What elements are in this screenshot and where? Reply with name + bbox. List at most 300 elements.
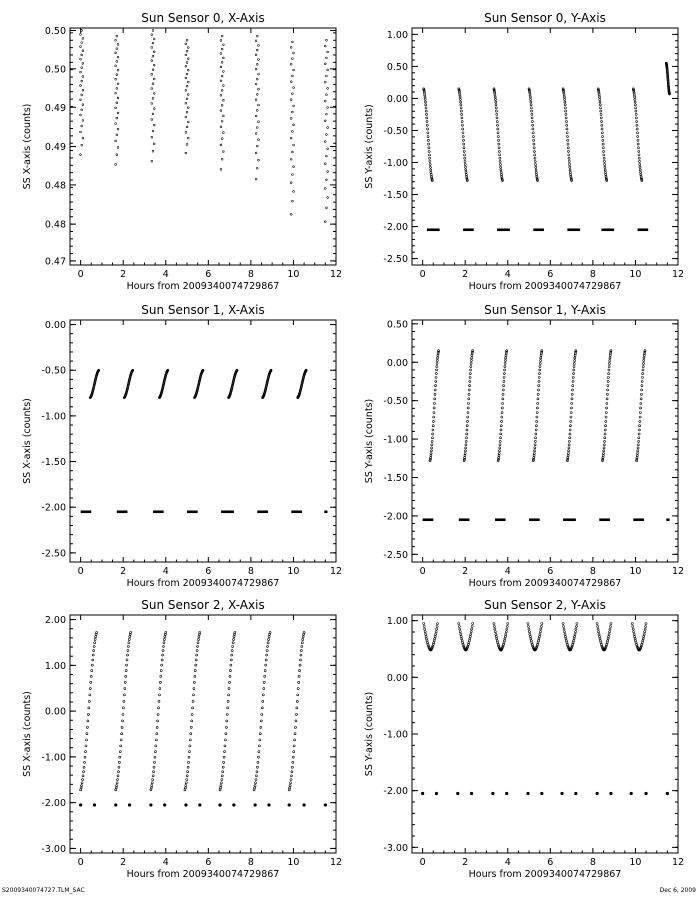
data-point [159, 688, 161, 690]
data-point [576, 623, 578, 625]
data-point [326, 39, 328, 41]
y-tick-label: -1.50 [383, 190, 408, 202]
data-point [539, 631, 541, 633]
data-point [636, 128, 638, 130]
data-point [232, 645, 234, 647]
x-tick-label: 12 [671, 857, 685, 868]
data-point [116, 35, 118, 37]
y-tick-label: -2.00 [383, 786, 408, 798]
data-point [573, 640, 575, 642]
data-point [459, 98, 461, 100]
data-point [151, 73, 153, 75]
data-point [291, 151, 293, 153]
data-point [604, 169, 606, 171]
data-point [222, 151, 224, 153]
data-point [294, 733, 296, 735]
data-point [601, 121, 603, 123]
data-point [290, 158, 292, 160]
plot-frame [70, 28, 336, 265]
data-point [494, 628, 496, 630]
data-point [534, 154, 536, 156]
data-point [185, 152, 187, 154]
data-point [123, 700, 125, 702]
data-point [116, 117, 118, 119]
data-point [82, 137, 84, 139]
data-point [469, 380, 471, 382]
data-point [460, 104, 462, 106]
data-point [192, 700, 194, 702]
data-point [154, 756, 156, 758]
data-point [224, 739, 226, 741]
data-point [570, 407, 572, 409]
data-point [609, 628, 611, 630]
data-point [431, 440, 433, 442]
data-point [197, 645, 199, 647]
data-point [532, 128, 534, 130]
baseline-point [666, 792, 669, 795]
data-point [502, 393, 504, 395]
data-point [262, 700, 264, 702]
data-point [428, 143, 430, 145]
data-point [609, 360, 611, 362]
data-point [426, 121, 428, 123]
baseline-point [491, 792, 494, 795]
data-point [533, 143, 535, 145]
data-point [644, 628, 646, 630]
data-point [642, 373, 644, 375]
data-point [565, 113, 567, 115]
data-point [430, 452, 432, 454]
data-point [498, 147, 500, 149]
data-point [497, 128, 499, 130]
data-point [295, 720, 297, 722]
x-axis-label: Hours from 2009340074729867 [126, 281, 280, 292]
data-point [290, 99, 292, 101]
data-point [432, 429, 434, 431]
data-point [266, 650, 268, 652]
data-point [291, 766, 293, 768]
data-point [256, 145, 258, 147]
data-point [606, 407, 608, 409]
data-point [601, 128, 603, 130]
data-point [185, 65, 187, 67]
data-point [540, 628, 542, 630]
data-point [157, 720, 159, 722]
data-point [197, 638, 199, 640]
data-point [461, 117, 463, 119]
baseline-point [609, 792, 612, 795]
data-point [291, 93, 293, 95]
data-point [564, 101, 566, 103]
data-point [598, 631, 600, 633]
data-point [430, 450, 432, 452]
data-point [160, 670, 162, 672]
data-point [268, 636, 270, 638]
data-point [158, 694, 160, 696]
data-point [644, 631, 646, 633]
data-point [500, 166, 502, 168]
data-point [265, 664, 267, 666]
data-point [599, 636, 601, 638]
data-point [126, 654, 128, 656]
data-point [532, 132, 534, 134]
data-point [458, 623, 460, 625]
data-point [503, 380, 505, 382]
data-point [607, 638, 609, 640]
data-point [539, 369, 541, 371]
data-point [463, 147, 465, 149]
x-tick-label: 2 [462, 857, 469, 868]
data-point [184, 787, 186, 789]
data-point [538, 373, 540, 375]
data-point [499, 160, 501, 162]
data-point [156, 726, 158, 728]
x-tick-label: 0 [419, 566, 426, 577]
data-point [603, 450, 605, 452]
data-point [258, 751, 260, 753]
data-point [469, 373, 471, 375]
data-point [324, 45, 326, 47]
data-point [221, 138, 223, 140]
data-point [575, 350, 577, 352]
data-point [115, 39, 117, 41]
data-point [228, 694, 230, 696]
data-point [637, 136, 639, 138]
data-point [461, 113, 463, 115]
data-point [298, 675, 300, 677]
data-point [223, 756, 225, 758]
data-point [568, 154, 570, 156]
data-point [80, 154, 82, 156]
data-point [259, 739, 261, 741]
data-point [605, 425, 607, 427]
data-point [569, 166, 571, 168]
x-tick-label: 8 [247, 269, 254, 280]
data-point [461, 124, 463, 126]
data-point [604, 433, 606, 435]
data-point [432, 425, 434, 427]
data-point [82, 778, 84, 780]
y-tick-label: -0.50 [41, 365, 66, 377]
y-tick-label: 0.50 [386, 61, 408, 73]
data-point [222, 115, 224, 117]
y-tick-label: -1.00 [41, 411, 66, 423]
data-point [260, 726, 262, 728]
data-point [262, 694, 264, 696]
baseline-point [456, 792, 459, 795]
data-point [426, 117, 428, 119]
data-point [290, 47, 292, 49]
data-point [327, 51, 329, 53]
data-point [326, 75, 328, 77]
chart-panel-2 [22, 303, 342, 589]
data-point [124, 688, 126, 690]
data-point [609, 625, 611, 627]
data-point [326, 113, 328, 115]
data-point [638, 157, 640, 159]
data-point [428, 147, 430, 149]
chart-title: Sun Sensor 2, X-Axis [141, 598, 265, 612]
data-point [500, 169, 502, 171]
data-point [428, 150, 430, 152]
data-point [290, 213, 292, 215]
data-point [255, 133, 257, 135]
data-point [645, 625, 647, 627]
data-point [187, 58, 189, 60]
data-point [607, 385, 609, 387]
data-point [164, 636, 166, 638]
data-point [496, 117, 498, 119]
data-point [162, 650, 164, 652]
data-point [636, 132, 638, 134]
y-axis-label: SS X-axis (counts) [22, 103, 33, 190]
data-point [569, 163, 571, 165]
baseline-point [163, 803, 166, 806]
x-axis-label: Hours from 2009340074729867 [468, 281, 622, 292]
data-point [125, 670, 127, 672]
data-point [116, 48, 118, 50]
data-point [324, 100, 326, 102]
data-point [219, 787, 221, 789]
data-point [469, 385, 471, 387]
data-point [530, 638, 532, 640]
data-point [502, 398, 504, 400]
data-point [428, 154, 430, 156]
y-tick-label: 2.00 [44, 615, 66, 627]
data-point [160, 675, 162, 677]
data-point [81, 94, 83, 96]
data-point [224, 751, 226, 753]
data-point [255, 152, 257, 154]
x-tick-label: 4 [162, 269, 169, 280]
data-point [425, 633, 427, 635]
data-point [493, 625, 495, 627]
data-point [85, 745, 87, 747]
data-point [531, 113, 533, 115]
y-tick-label: -2.50 [383, 254, 408, 266]
y-tick-label: 0.48 [44, 219, 66, 231]
data-point [293, 166, 295, 168]
data-point [194, 670, 196, 672]
data-point [292, 761, 294, 763]
data-point [326, 134, 328, 136]
data-point [220, 53, 222, 55]
data-point [222, 71, 224, 73]
data-point [534, 447, 536, 449]
data-point [186, 85, 188, 87]
data-point [289, 785, 291, 787]
data-point [87, 720, 89, 722]
data-point [529, 636, 531, 638]
data-point [564, 636, 566, 638]
data-point [121, 726, 123, 728]
data-point [569, 171, 571, 173]
data-point [535, 169, 537, 171]
data-point [327, 107, 329, 109]
data-point [604, 429, 606, 431]
data-point [261, 707, 263, 709]
data-point [225, 733, 227, 735]
data-point [498, 450, 500, 452]
x-tick-label: 4 [162, 857, 169, 868]
data-point [187, 137, 189, 139]
data-point [464, 157, 466, 159]
data-point [568, 157, 570, 159]
data-point [643, 360, 645, 362]
data-point [433, 402, 435, 404]
data-point [424, 96, 426, 98]
data-point [90, 681, 92, 683]
data-point [464, 450, 466, 452]
data-point [426, 113, 428, 115]
data-point [255, 83, 257, 85]
data-point [642, 369, 644, 371]
x-axis-label: Hours from 2009340074729867 [126, 578, 280, 589]
x-tick-label: 0 [419, 857, 426, 868]
data-point [264, 670, 266, 672]
data-point [430, 171, 432, 173]
data-point [82, 775, 84, 777]
data-point [258, 121, 260, 123]
data-point [433, 411, 435, 413]
data-point [90, 675, 92, 677]
data-point [426, 638, 428, 640]
data-point [537, 393, 539, 395]
data-point [119, 751, 121, 753]
chart-title: Sun Sensor 1, X-Axis [141, 303, 265, 317]
data-point [129, 636, 131, 638]
baseline-point [421, 792, 424, 795]
data-point [535, 433, 537, 435]
data-point [534, 450, 536, 452]
data-point [465, 171, 467, 173]
data-point [258, 59, 260, 61]
data-point [230, 664, 232, 666]
data-point [527, 625, 529, 627]
data-point [566, 128, 568, 130]
data-point [599, 101, 601, 103]
data-point [221, 158, 223, 160]
data-point [631, 623, 633, 625]
data-point [82, 38, 84, 40]
data-point [128, 638, 130, 640]
data-point [186, 39, 188, 41]
data-point [569, 437, 571, 439]
data-point [638, 433, 640, 435]
data-point [124, 681, 126, 683]
x-tick-label: 2 [120, 566, 127, 577]
data-point [605, 420, 607, 422]
data-point [163, 638, 165, 640]
data-point [265, 659, 267, 661]
data-point [227, 700, 229, 702]
data-point [326, 57, 328, 59]
data-point [185, 131, 187, 133]
y-tick-label: 1.00 [386, 29, 408, 41]
data-point [221, 62, 223, 64]
data-point [500, 429, 502, 431]
data-point [153, 78, 155, 80]
data-point [534, 160, 536, 162]
data-point [115, 787, 117, 789]
data-point [527, 623, 529, 625]
data-point [461, 638, 463, 640]
data-point [637, 444, 639, 446]
data-point [80, 58, 82, 60]
data-point [570, 420, 572, 422]
data-point [186, 50, 188, 52]
data-point [493, 623, 495, 625]
data-point [299, 670, 301, 672]
data-point [123, 694, 125, 696]
data-point [86, 733, 88, 735]
data-point [609, 357, 611, 359]
data-point [572, 376, 574, 378]
data-point [301, 645, 303, 647]
data-point [468, 393, 470, 395]
data-point [568, 440, 570, 442]
data-point [296, 700, 298, 702]
data-point [505, 357, 507, 359]
data-point [290, 137, 292, 139]
y-tick-label: 0.50 [386, 319, 408, 331]
x-tick-label: 10 [287, 857, 300, 868]
data-point [635, 110, 637, 112]
data-point [291, 174, 293, 176]
data-point [562, 623, 564, 625]
data-point [465, 437, 467, 439]
data-point [503, 385, 505, 387]
data-point [256, 771, 258, 773]
data-point [195, 659, 197, 661]
data-point [152, 42, 154, 44]
data-point [187, 766, 189, 768]
y-tick-label: -2.50 [41, 548, 66, 560]
data-point [117, 69, 119, 71]
data-point [467, 411, 469, 413]
data-point [153, 38, 155, 40]
data-point [152, 130, 154, 132]
data-point [564, 633, 566, 635]
data-point [505, 631, 507, 633]
y-tick-label: -2.00 [41, 798, 66, 810]
data-marks [80, 30, 329, 223]
data-point [635, 113, 637, 115]
data-point [632, 625, 634, 627]
data-point [163, 642, 165, 644]
data-point [607, 380, 609, 382]
y-tick-label: -1.50 [383, 472, 408, 484]
data-point [536, 420, 538, 422]
data-point [295, 726, 297, 728]
chart-title: Sun Sensor 2, Y-Axis [484, 598, 606, 612]
data-point [303, 631, 305, 633]
chart-panel-0 [22, 11, 342, 292]
data-point [533, 147, 535, 149]
data-point [324, 81, 326, 83]
data-point [256, 110, 258, 112]
y-tick-label: 1.00 [44, 660, 66, 672]
data-point [641, 376, 643, 378]
data-point [498, 452, 500, 454]
data-point [120, 745, 122, 747]
data-point [495, 636, 497, 638]
data-point [436, 628, 438, 630]
data-point [222, 99, 224, 101]
data-point [185, 102, 187, 104]
data-point [264, 675, 266, 677]
data-point [634, 636, 636, 638]
